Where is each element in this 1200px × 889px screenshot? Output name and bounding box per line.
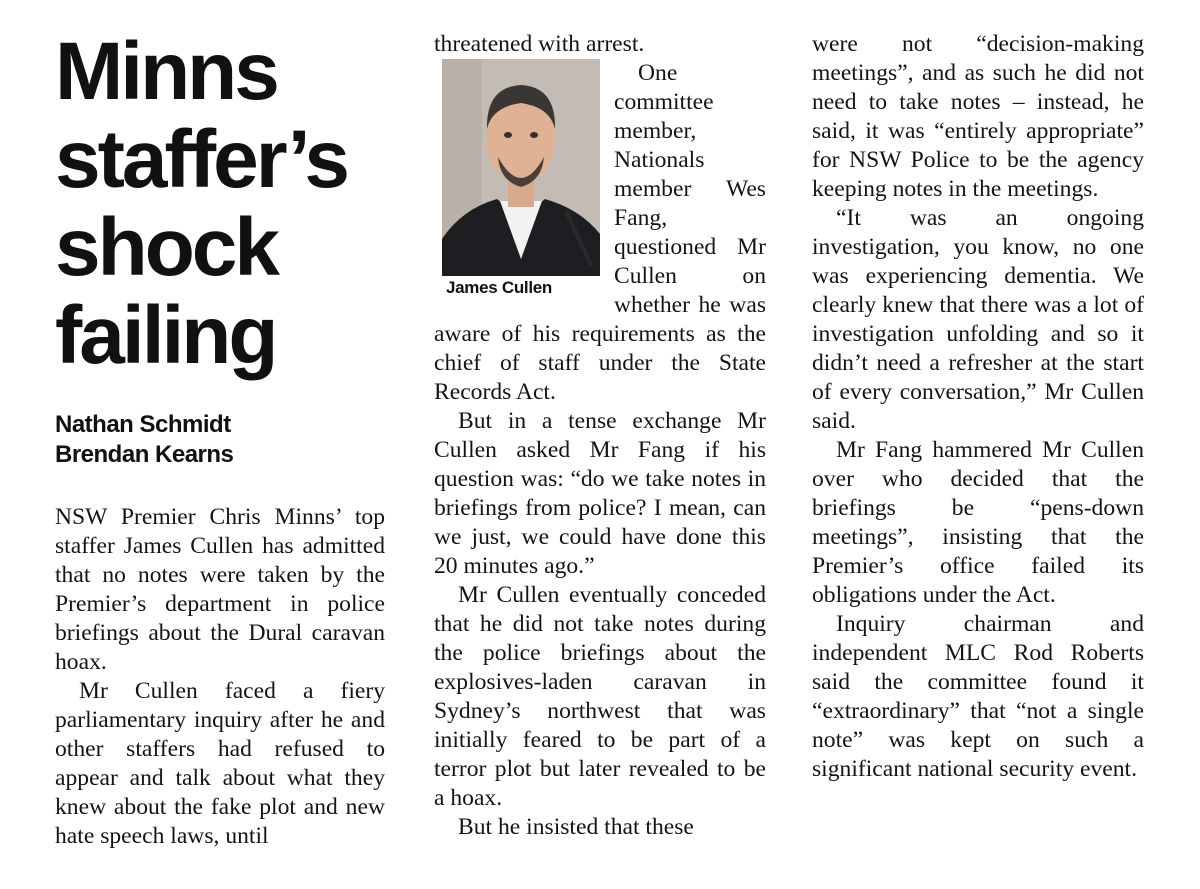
article-column-2 (434, 30, 766, 842)
article-paragraph: Inquiry chairman and independent MLC Rod Roberts said the committee found it “extraordinary” that “not a single note” was kept on such a significant national security event. (812, 611, 1144, 782)
portrait-photo (442, 59, 600, 299)
headline-line: Minns (55, 26, 277, 117)
article-paragraph: “It was an ongoing investigation, you know, no one was experiencing dementia. We clearly knew that there was a lot of investigation unfolding and so it didn’t need a refresher at the start of every conversation,” Mr Cullen said. (812, 205, 1144, 434)
article-paragraph: One committee member, Nationals member Wes Fang, questioned Mr Cullen on whether he was aware of his requirements as the chief of staff under the State Records Act. (434, 60, 766, 405)
article-column-3 (812, 30, 1144, 784)
headline-line: staffer’s (55, 114, 348, 205)
article-paragraph: But he insisted that these (458, 814, 694, 840)
article-paragraph: NSW Premier Chris Minns’ top staffer James Cullen has admitted that no notes were taken by the Premier’s department in police briefings about the Dural caravan hoax. (55, 504, 385, 675)
bylines (55, 410, 385, 470)
article-column-1 (55, 503, 385, 851)
article-paragraph: were not “decision-making meetings”, and as such he did not need to take notes – instead, he said, it was “entirely appropriate” for NSW Police to be the agency keeping notes in the meetings. (812, 31, 1144, 202)
portrait-illustration (442, 59, 600, 299)
article-paragraph: Mr Cullen faced a fiery parliamentary inquiry after he and other staffers had refused to appear and talk about what they knew about the fake plot and new hate speech laws, until (55, 678, 385, 849)
article-paragraph: Mr Fang hammered Mr Cullen over who decided that the briefings be “pens-down meetings”, insisting that the Premier’s office failed its obligations under the Act. (812, 437, 1144, 608)
article-paragraph: But in a tense exchange Mr Cullen asked Mr Fang if his question was: “do we take notes in briefings from police? I mean, can we just, we could have done this 20 minutes ago.” (434, 408, 766, 579)
byline-author: Nathan Schmidt (55, 411, 231, 438)
headline (55, 28, 395, 380)
byline-author: Brendan Kearns (55, 441, 234, 468)
photo-caption: James Cullen (442, 276, 600, 299)
article-paragraph: Mr Cullen eventually conceded that he did not take notes during the police briefings about the explosives-laden caravan in Sydney’s northwest that was initially feared to be part of a terror plot but later revealed to be a hoax. (434, 582, 766, 811)
headline-line: failing (55, 290, 276, 381)
headline-line: shock (55, 202, 277, 293)
article-paragraph: threatened with arrest. (434, 31, 645, 57)
